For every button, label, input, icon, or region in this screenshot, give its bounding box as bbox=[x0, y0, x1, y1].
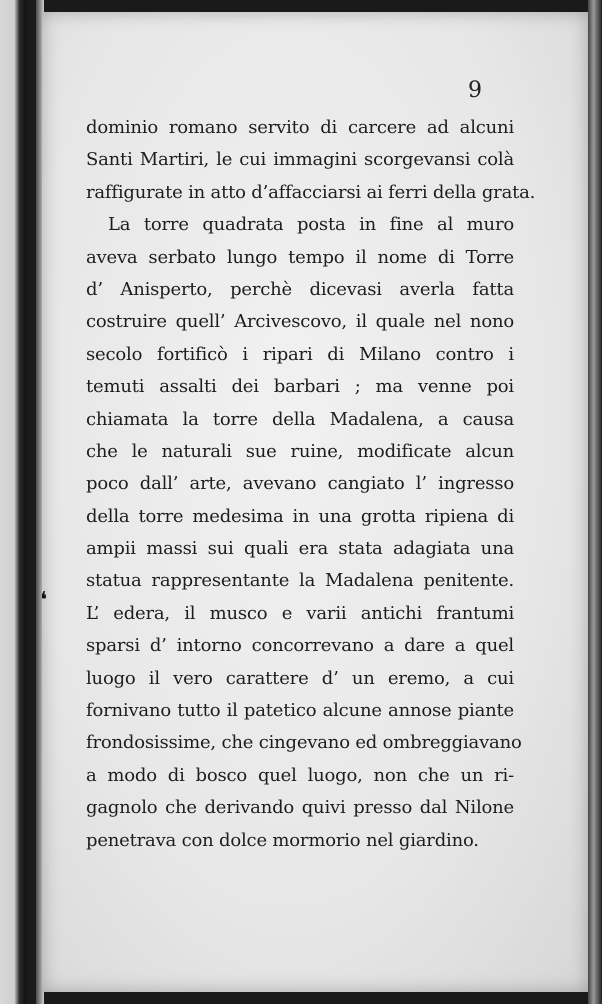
body-text bbox=[86, 112, 536, 857]
page-number: 9 bbox=[468, 78, 482, 103]
text-line: che le naturali sue ruine, modificate alcun bbox=[86, 440, 514, 462]
text-line: fornivano tutto il patetico alcune annose piante bbox=[86, 700, 514, 722]
text-line: raffigurate in atto d’affacciarsi ai ferri della grata. bbox=[86, 181, 536, 203]
text-line: a modo di bosco quel luogo, non che un ri- bbox=[86, 764, 514, 786]
text-line: L’ edera, il musco e varii antichi frantumi bbox=[86, 602, 514, 624]
text-line: Santi Martiri, le cui immagini scorgevansi colà bbox=[86, 149, 514, 171]
text-line: luogo il vero carattere d’ un eremo, a cui bbox=[86, 667, 514, 689]
right-page-edge bbox=[588, 0, 602, 1004]
text-line: La torre quadrata posta in fine al muro bbox=[108, 214, 514, 236]
text-line: penetrava con dolce mormorio nel giardino. bbox=[86, 829, 479, 851]
text-line: costruire quell’ Arcivescovo, il quale nel nono bbox=[86, 311, 514, 333]
text-line: secolo fortificò i ripari di Milano contro i bbox=[86, 343, 514, 365]
text-line: temuti assalti dei barbari ; ma venne poi bbox=[86, 376, 514, 398]
text-line: poco dall’ arte, avevano cangiato l’ ingresso bbox=[86, 473, 514, 495]
text-line: frondosissime, che cingevano ed ombreggiavano bbox=[86, 732, 522, 754]
text-line: ampii massi sui quali era stata adagiata una bbox=[86, 538, 514, 560]
text-line: gagnolo che derivando quivi presso dal Nilone bbox=[86, 797, 514, 819]
text-line: chiamata la torre della Madalena, a causa bbox=[86, 408, 514, 430]
text-line: dominio romano servito di carcere ad alcuni bbox=[86, 117, 514, 138]
text-line: della torre medesima in una grotta ripiena di bbox=[86, 505, 514, 527]
text-line: d’ Anisperto, perchè dicevasi averla fatta bbox=[86, 278, 514, 300]
margin-mark: ❛ bbox=[40, 588, 48, 613]
text-line: sparsi d’ intorno concorrevano a dare a quel bbox=[86, 635, 514, 657]
text-line: statua rappresentante la Madalena penitente. bbox=[86, 570, 514, 592]
left-page-edge bbox=[0, 0, 26, 1004]
text-line: aveva serbato lungo tempo il nome di Torre bbox=[86, 246, 514, 268]
